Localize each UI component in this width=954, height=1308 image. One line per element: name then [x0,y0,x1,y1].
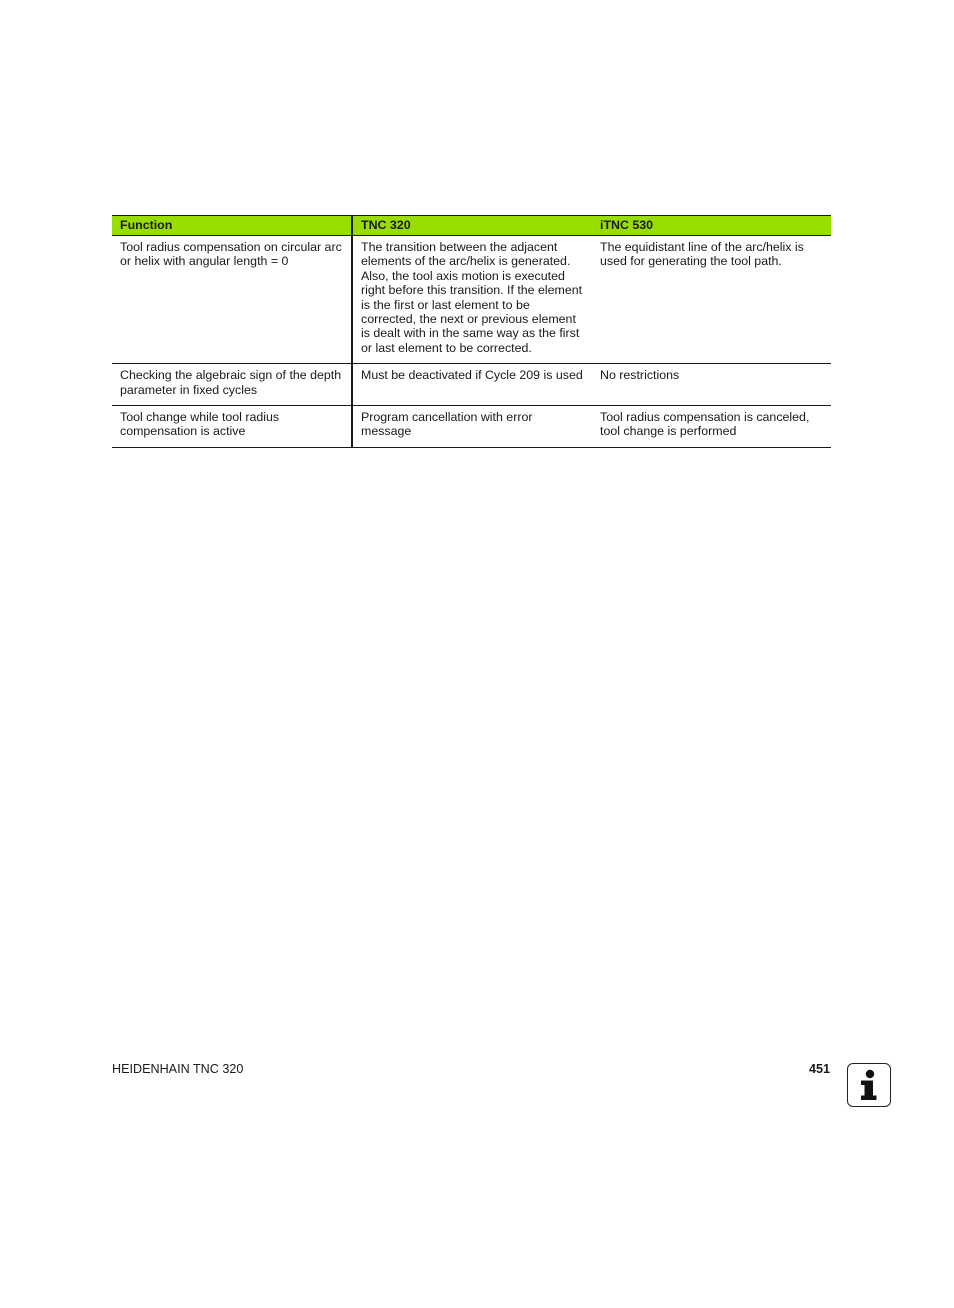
cell-itnc530: Tool radius compensation is canceled, tool change is performed [592,406,831,448]
comparison-table [112,215,831,448]
cell-function: Checking the algebraic sign of the depth parameter in fixed cycles [112,364,352,406]
cell-tnc320: Must be deactivated if Cycle 209 is used [352,364,592,406]
table-row [112,364,831,406]
cell-itnc530: The equidistant line of the arc/helix is used for generating the tool path. [592,236,831,364]
cell-tnc320: Program cancellation with error message [352,406,592,448]
cell-function: Tool radius compensation on circular arc or helix with angular length = 0 [112,236,352,364]
page-number: 451 [808,1062,830,1076]
info-icon [847,1063,891,1107]
header-tnc320: TNC 320 [352,216,592,236]
table-row [112,236,831,364]
cell-function: Tool change while tool radius compensation is active [112,406,352,448]
cell-tnc320: The transition between the adjacent elements of the arc/helix is generated. Also, the tool axis motion is executed right before this transition. If the element is the first or last element to be corrected, the next or previous element is dealt with in the same way as the first or last element to be corrected. [352,236,592,364]
header-itnc530: iTNC 530 [592,216,831,236]
table-row [112,406,831,448]
cell-itnc530: No restrictions [592,364,831,406]
header-function: Function [112,216,352,236]
footer-title: HEIDENHAIN TNC 320 [112,1062,244,1076]
table-header-row [112,216,831,236]
